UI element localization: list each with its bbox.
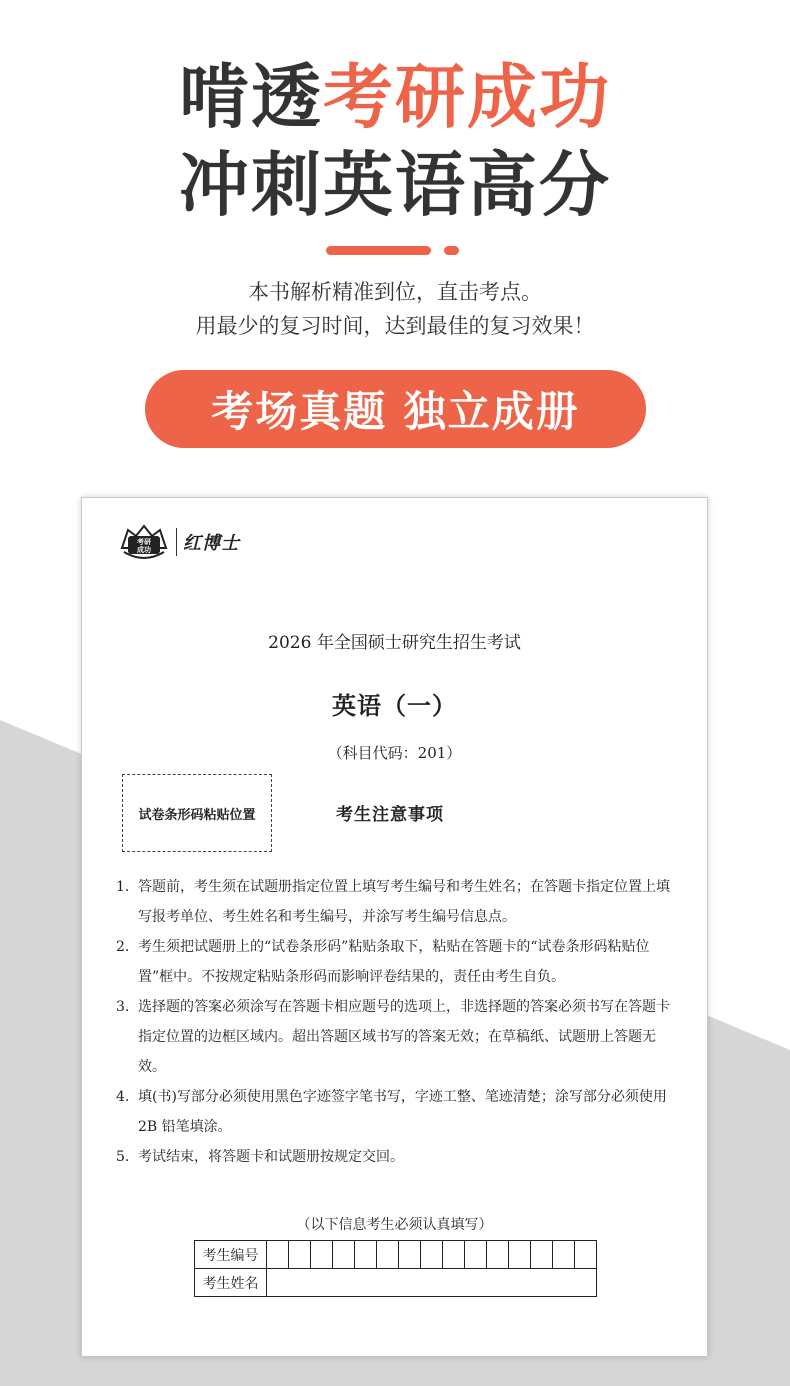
number-cell[interactable] (377, 1241, 399, 1269)
subtitle-line-2: 用最少的复习时间，达到最佳的复习效果！ (195, 314, 595, 338)
rule-item: 5. 考试结束，将答题卡和试题册按规定交回。 (116, 1149, 404, 1165)
headline-accent: 考研成功 (323, 56, 611, 138)
number-cell[interactable] (355, 1241, 377, 1269)
rule-item: 2. 考生须把试题册上的“试卷条形码”粘贴条取下，粘贴在答题卡的“试卷条形码粘贴位置”框中。不按规定粘贴条形码而影响评卷结果的，责任由考生自负。 (116, 939, 650, 985)
number-cell[interactable] (443, 1241, 465, 1269)
subject-title: 英语（一） (332, 692, 457, 720)
publisher-logo (118, 522, 240, 562)
number-cell[interactable] (487, 1241, 509, 1269)
number-cell[interactable] (267, 1241, 289, 1269)
exam-paper-cover (81, 497, 708, 1357)
barcode-label: 试卷条形码粘贴位置 (138, 807, 256, 823)
headline-line-1 (0, 56, 790, 138)
svg-text:考研: 考研 (137, 538, 151, 546)
rule-item: 4. 填(书)写部分必须使用黑色字迹签字笔书写，字迹工整、笔迹清楚；涂写部分必须使用 2B 铅笔填涂。 (116, 1089, 667, 1135)
candidate-name-field[interactable] (267, 1269, 597, 1297)
number-cell[interactable] (399, 1241, 421, 1269)
number-cell[interactable] (509, 1241, 531, 1269)
feature-pill-banner: 考场真题 独立成册 (145, 370, 646, 448)
candidate-number-label: 考生编号 (195, 1241, 267, 1269)
subtitle-line-1: 本书解析精准到位，直击考点。 (248, 280, 542, 304)
logo-divider (176, 528, 177, 556)
candidate-info-table (194, 1240, 597, 1297)
decor-bar-short (444, 246, 459, 255)
number-cell[interactable] (553, 1241, 575, 1269)
subject-code: （科目代码：201） (327, 744, 462, 762)
number-cell[interactable] (421, 1241, 443, 1269)
number-cell[interactable] (531, 1241, 553, 1269)
candidate-name-label: 考生姓名 (195, 1269, 267, 1297)
rule-item: 3. 选择题的答案必须涂写在答题卡相应题号的选项上，非选择题的答案必须书写在答题卡指定位置的边框区域内。超出答题区域书写的答案无效；在草稿纸、试题册上答题无效。 (116, 999, 670, 1075)
svg-text:成功: 成功 (137, 546, 151, 554)
decor-bar-long (326, 246, 431, 255)
number-cell[interactable] (465, 1241, 487, 1269)
candidate-name-row (195, 1269, 597, 1297)
number-cell[interactable] (575, 1241, 597, 1269)
info-caption: （以下信息考生必须认真填写） (296, 1217, 493, 1233)
number-cell[interactable] (289, 1241, 311, 1269)
number-cell[interactable] (311, 1241, 333, 1269)
number-cell[interactable] (333, 1241, 355, 1269)
candidate-number-row (195, 1241, 597, 1269)
barcode-placeholder-box (122, 774, 272, 852)
headline-plain: 啃透 (179, 56, 323, 138)
rule-item: 1. 答题前，考生须在试题册指定位置上填写考生编号和考生姓名；在答题卡指定位置上填写报考单位、考生姓名和考生编号，并涂写考生编号信息点。 (116, 879, 670, 925)
notice-title: 考生注意事项 (336, 805, 444, 825)
kaoyan-badge-icon (118, 522, 170, 562)
exam-title: 2026 年全国硕士研究生招生考试 (268, 633, 521, 653)
logo-text: 红博士 (183, 533, 240, 554)
rules-list (116, 872, 682, 1172)
headline-line-2: 冲刺英语高分 (179, 144, 611, 226)
